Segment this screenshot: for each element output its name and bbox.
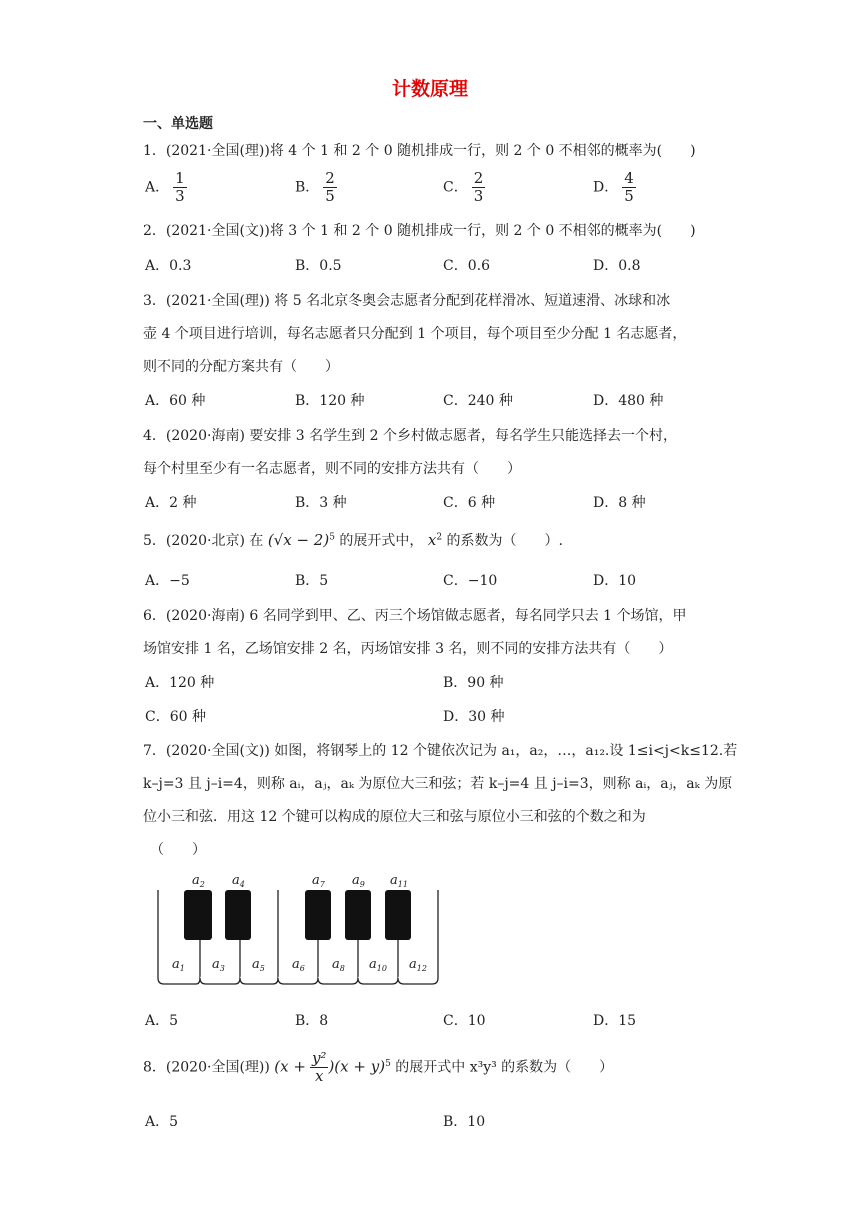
question-1-stem: 1．(2021·全国(理))将 4 个 1 和 2 个 0 随机排成一行，则 2 个 0 不相邻的概率为( ) bbox=[143, 143, 696, 159]
key-subscript: 1 bbox=[179, 964, 185, 973]
q4-option-a: A．2 种 bbox=[145, 495, 197, 511]
denominator: 5 bbox=[325, 187, 335, 205]
section-heading: 一、单选题 bbox=[143, 116, 213, 132]
q5-option-d: D．10 bbox=[593, 573, 637, 589]
q5-middle-text: 的展开式中， bbox=[339, 533, 424, 549]
black-key bbox=[305, 890, 331, 940]
q5-variable-exponent: 2 bbox=[436, 532, 443, 543]
question-3-line-2: 壶 4 个项目进行培训，每名志愿者只分配到 1 个项目，每个项目至少分配 1 名志愿者， bbox=[143, 326, 687, 342]
key-subscript: 5 bbox=[259, 964, 265, 973]
q8-prefix: 8．(2020·全国(理)) bbox=[143, 1059, 270, 1076]
q7-option-d: D．15 bbox=[593, 1013, 637, 1029]
q3-option-c: C．240 种 bbox=[443, 393, 513, 409]
q5-option-b: B．5 bbox=[295, 573, 329, 589]
q3-option-a: A．60 种 bbox=[145, 393, 206, 409]
q3-option-d: D．480 种 bbox=[593, 393, 664, 409]
question-2-stem: 2．(2021·全国(文))将 3 个 1 和 2 个 0 随机排成一行，则 2 个 0 不相邻的概率为( ) bbox=[143, 223, 696, 239]
q5-option-a: A．−5 bbox=[145, 573, 190, 589]
q5-option-c: C．−10 bbox=[443, 573, 498, 589]
key-label-a2: $a_2$ bbox=[192, 873, 205, 889]
question-4-line-2: 每个村里至少有一名志愿者，则不同的安排方法共有（ ） bbox=[143, 461, 521, 477]
numerator: 1 bbox=[175, 169, 185, 187]
q6-option-d: D．30 种 bbox=[443, 709, 505, 725]
denominator: x bbox=[314, 1067, 324, 1085]
q8-expression-part-b: )(x + y) bbox=[328, 1057, 386, 1076]
fraction bbox=[622, 170, 636, 205]
option-label: C． bbox=[443, 179, 468, 196]
page-title: 计数原理 bbox=[391, 78, 468, 100]
q4-option-c: C．6 种 bbox=[443, 495, 496, 511]
key-label-a8: $a_8$ bbox=[332, 957, 345, 973]
option-label: A． bbox=[145, 179, 170, 196]
numerator: 2 bbox=[473, 169, 484, 187]
q8-expression-part-a: (x + bbox=[274, 1057, 306, 1076]
q5-variable: x bbox=[427, 531, 437, 549]
q7-option-b: B．8 bbox=[295, 1013, 329, 1029]
q2-option-a: A．0.3 bbox=[145, 258, 192, 274]
option-label: D． bbox=[593, 179, 619, 196]
q4-option-d: D．8 种 bbox=[593, 495, 646, 511]
black-key bbox=[345, 890, 371, 940]
q8-fraction bbox=[310, 1050, 329, 1085]
numerator: 4 bbox=[624, 169, 634, 187]
option-label: B． bbox=[295, 179, 320, 196]
q5-exponent: 5 bbox=[329, 532, 335, 543]
denominator: 5 bbox=[624, 187, 634, 205]
question-3-line-3: 则不同的分配方案共有（ ） bbox=[143, 359, 339, 375]
q4-option-b: B．3 种 bbox=[295, 495, 347, 511]
q7-option-c: C．10 bbox=[443, 1013, 486, 1029]
q5-expression: (√x − 2) bbox=[267, 531, 330, 549]
q1-option-c bbox=[443, 170, 485, 205]
question-5-stem bbox=[143, 530, 563, 550]
key-subscript: 8 bbox=[339, 964, 345, 973]
numerator: 2 bbox=[325, 169, 335, 187]
key-subscript: 4 bbox=[239, 880, 245, 889]
black-key bbox=[184, 890, 212, 940]
key-subscript: 6 bbox=[299, 964, 305, 973]
q1-option-b bbox=[295, 170, 337, 205]
q8-suffix: 的展开式中 x³y³ 的系数为（ ） bbox=[395, 1059, 614, 1076]
question-7-line-3: 位小三和弦．用这 12 个键可以构成的原位大三和弦与原位小三和弦的个数之和为 bbox=[143, 809, 646, 825]
q2-option-d: D．0.8 bbox=[593, 258, 641, 274]
numerator: y² bbox=[311, 1049, 327, 1067]
q8-option-a: A．5 bbox=[145, 1114, 179, 1130]
question-3-line-1: 3．(2021·全国(理)) 将 5 名北京冬奥会志愿者分配到花样滑冰、短道速滑、冰球和冰 bbox=[143, 293, 671, 309]
key-subscript: 2 bbox=[199, 880, 205, 889]
key-subscript: 3 bbox=[219, 964, 225, 973]
q6-option-c: C．60 种 bbox=[145, 709, 206, 725]
key-label-a6: $a_6$ bbox=[292, 957, 305, 973]
key-label-a9: $a_9$ bbox=[352, 873, 365, 889]
q6-option-a: A．120 种 bbox=[145, 675, 215, 691]
q6-option-b: B．90 种 bbox=[443, 675, 504, 691]
key-subscript: 9 bbox=[359, 880, 365, 889]
key-label-a7: $a_7$ bbox=[312, 873, 325, 889]
fraction bbox=[323, 170, 337, 205]
q8-option-b: B．10 bbox=[443, 1114, 486, 1130]
piano-keyboard-figure bbox=[156, 868, 440, 986]
key-label-a11: $a_{11}$ bbox=[390, 873, 408, 889]
key-subscript: 7 bbox=[319, 880, 325, 889]
key-label-a12: $a_{12}$ bbox=[409, 957, 427, 973]
key-label-a10: $a_{10}$ bbox=[369, 957, 387, 973]
key-label-a5: $a_5$ bbox=[252, 957, 265, 973]
key-label-a1: $a_1$ bbox=[172, 957, 185, 973]
fraction bbox=[472, 170, 486, 205]
key-label-a3: $a_3$ bbox=[212, 957, 225, 973]
denominator: 3 bbox=[473, 187, 484, 205]
q1-option-a bbox=[145, 170, 187, 205]
q3-option-b: B．120 种 bbox=[295, 393, 365, 409]
question-6-line-1: 6．(2020·海南) 6 名同学到甲、乙、丙三个场馆做志愿者，每名同学只去 1 个场馆，甲 bbox=[143, 608, 687, 624]
q5-suffix: 的系数为（ ）. bbox=[446, 533, 563, 549]
q2-option-c: C．0.6 bbox=[443, 258, 490, 274]
q1-option-d bbox=[593, 170, 636, 205]
key-subscript: 10 bbox=[376, 964, 387, 973]
denominator: 3 bbox=[175, 187, 185, 205]
question-7-line-2: k–j=3 且 j–i=4，则称 aᵢ，aⱼ，aₖ 为原位大三和弦；若 k–j=4 且 j–i=3，则称 aᵢ，aⱼ，aₖ 为原 bbox=[143, 776, 733, 792]
key-subscript: 12 bbox=[416, 964, 427, 973]
question-4-line-1: 4．(2020·海南) 要安排 3 名学生到 2 个乡村做志愿者，每名学生只能选择去一个村， bbox=[143, 428, 677, 444]
question-7-line-4: （ ） bbox=[150, 842, 206, 858]
question-8-stem bbox=[143, 1050, 613, 1085]
q5-prefix: 5．(2020·北京) 在 bbox=[143, 533, 264, 549]
q2-option-b: B．0.5 bbox=[295, 258, 342, 274]
q8-exponent: 5 bbox=[385, 1058, 391, 1069]
key-label-a4: $a_4$ bbox=[232, 873, 245, 889]
question-7-line-1: 7．(2020·全国(文)) 如图，将钢琴上的 12 个键依次记为 a₁，a₂，…，a₁₂.设 1≤i<j<k≤12.若 bbox=[143, 743, 738, 759]
black-key bbox=[225, 890, 251, 940]
key-subscript: 11 bbox=[397, 880, 408, 889]
fraction bbox=[173, 170, 187, 205]
black-key bbox=[385, 890, 411, 940]
question-6-line-2: 场馆安排 1 名，乙场馆安排 2 名，丙场馆安排 3 名，则不同的安排方法共有（ ） bbox=[143, 641, 673, 657]
q7-option-a: A．5 bbox=[145, 1013, 179, 1029]
